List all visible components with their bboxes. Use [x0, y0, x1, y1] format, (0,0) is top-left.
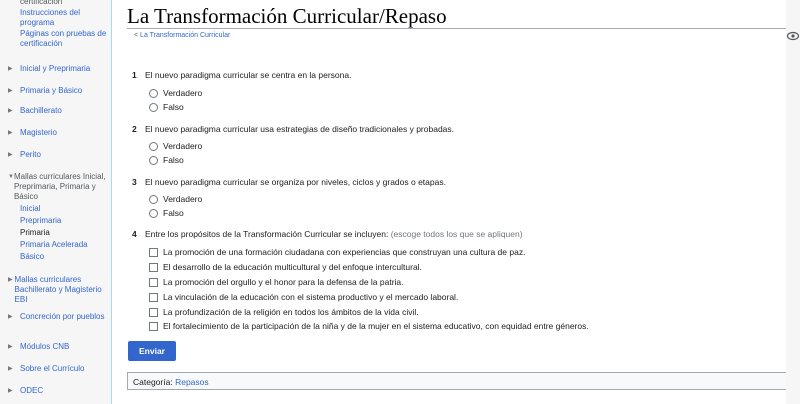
- sidebar-item-label: Mallas curriculares Inicial, Preprimaria, Primaria y Básico: [13, 172, 106, 201]
- q2-option-falso[interactable]: [149, 155, 184, 166]
- checkbox[interactable]: [149, 293, 158, 302]
- option-label: Falso: [163, 155, 184, 165]
- chevron-right-icon: ▶: [8, 88, 13, 94]
- option-label: La profundización de la religión en todos los ámbitos de la vida civil.: [163, 307, 419, 317]
- sidebar-item-perito[interactable]: [8, 150, 108, 160]
- option-label: Verdadero: [163, 88, 203, 98]
- chevron-right-icon: ▶: [8, 366, 13, 372]
- breadcrumb: [134, 32, 230, 39]
- page-title: La Transformación Curricular/Repaso: [127, 4, 447, 28]
- sidebar-item-bachillerato[interactable]: [8, 106, 108, 116]
- sidebar-subitem-primaria-acelerada[interactable]: Primaria Acelerada: [20, 240, 88, 249]
- chevron-right-icon: ▶: [8, 152, 13, 158]
- option-label: Verdadero: [163, 141, 203, 151]
- q3-option-falso[interactable]: [149, 208, 184, 219]
- q4-option-3[interactable]: [149, 277, 404, 288]
- chevron-right-icon: ▶: [8, 388, 13, 394]
- right-tool-strip: [786, 0, 800, 404]
- sidebar-subitem-preprimaria[interactable]: Preprimaria: [20, 216, 62, 225]
- chevron-right-icon: ▶: [8, 344, 13, 350]
- sidebar-item-label: Sobre el Currículo: [20, 364, 85, 373]
- chevron-right-icon: ▶: [8, 277, 13, 283]
- sidebar-item-label: Primaria y Básico: [20, 86, 83, 95]
- option-label: Falso: [163, 208, 184, 218]
- sidebar-subitem-inicial[interactable]: Inicial: [20, 204, 41, 213]
- q4-option-4[interactable]: [149, 292, 458, 303]
- q4-option-6[interactable]: [149, 321, 589, 332]
- sidebar-item-inicial-preprimaria[interactable]: [8, 64, 108, 74]
- chevron-right-icon: ▶: [8, 66, 13, 72]
- option-label: El fortalecimiento de la participación de la niña y de la mujer en el sistema educativo, con equidad entre géneros.: [163, 321, 589, 331]
- question-text: Entre los propósitos de la Transformación Curricular se incluyen:: [145, 229, 389, 239]
- chevron-down-icon: ▼: [8, 174, 14, 180]
- title-divider: [127, 28, 787, 29]
- sidebar-link-certificacion-cut[interactable]: certificación: [20, 0, 63, 6]
- q4-option-1[interactable]: [149, 247, 525, 258]
- sidebar-item-modulos-cnb[interactable]: [8, 342, 108, 352]
- sidebar-subitem-primaria[interactable]: Primaria: [20, 228, 50, 237]
- option-label: La vinculación de la educación con el sistema productivo y el mercado laboral.: [163, 292, 459, 302]
- sidebar-item-label: Mallas curriculares Bachillerato y Magisterio EBI: [14, 275, 102, 304]
- submit-button[interactable]: Enviar: [128, 341, 176, 361]
- question-2: [132, 124, 454, 135]
- checkbox[interactable]: [149, 248, 158, 257]
- question-3: [132, 177, 446, 188]
- q1-option-verdadero[interactable]: [149, 88, 202, 99]
- sidebar-item-primaria-basico[interactable]: [8, 86, 108, 96]
- question-text: El nuevo paradigma curricular usa estrategias de diseño tradicionales y probadas.: [145, 124, 455, 134]
- option-label: El desarrollo de la educación multicultural y del enfoque intercultural.: [163, 262, 422, 272]
- radio-button[interactable]: [149, 142, 158, 151]
- checkbox[interactable]: [149, 278, 158, 287]
- eye-icon[interactable]: [786, 30, 800, 42]
- q4-option-2[interactable]: [149, 262, 422, 273]
- option-label: La promoción del orgullo y el honor para la defensa de la patria.: [163, 277, 404, 287]
- checkbox[interactable]: [149, 263, 158, 272]
- sidebar-item-magisterio[interactable]: [8, 128, 108, 138]
- sidebar-item-concrecion[interactable]: [8, 312, 108, 322]
- radio-button[interactable]: [149, 209, 158, 218]
- sidebar-item-mallas-inicial[interactable]: [8, 172, 108, 202]
- question-text: El nuevo paradigma curricular se organiza por niveles, ciclos y grados o etapas.: [145, 177, 446, 187]
- main-content: [111, 0, 787, 404]
- sidebar-item-label: Concreción por pueblos: [20, 312, 105, 321]
- sidebar-item-label: ODEC: [20, 386, 44, 395]
- sidebar-item-label: Perito: [20, 150, 41, 159]
- question-number: 3: [132, 177, 137, 187]
- question-number: 1: [132, 70, 137, 80]
- sidebar-item-label: Magisterio: [20, 128, 57, 137]
- sidebar-link-paginas-pruebas[interactable]: Páginas con pruebas de certificación: [20, 29, 107, 48]
- radio-button[interactable]: [149, 103, 158, 112]
- chevron-right-icon: ▶: [8, 130, 13, 136]
- radio-button[interactable]: [149, 156, 158, 165]
- question-hint: (escoge todos los que se apliquen): [390, 229, 523, 239]
- q3-option-verdadero[interactable]: [149, 194, 202, 205]
- chevron-right-icon: ▶: [8, 314, 13, 320]
- category-label: Categoría:: [133, 377, 173, 387]
- chevron-right-icon: ▶: [8, 108, 13, 114]
- option-label: La promoción de una formación ciudadana con experiencias que construyan una cultura de paz.: [163, 247, 526, 257]
- question-number: 2: [132, 124, 137, 134]
- q2-option-verdadero[interactable]: [149, 141, 202, 152]
- sidebar-link-instrucciones[interactable]: Instrucciones del programa: [20, 8, 81, 27]
- radio-button[interactable]: [149, 195, 158, 204]
- question-1: [132, 70, 351, 81]
- sidebar-item-sobre-curriculo[interactable]: [8, 364, 108, 374]
- question-number: 4: [132, 229, 137, 239]
- sidebar-item-label: Módulos CNB: [20, 342, 70, 351]
- sidebar-item-label: Bachillerato: [20, 106, 62, 115]
- question-4: [132, 229, 523, 240]
- question-text: El nuevo paradigma curricular se centra en la persona.: [145, 70, 352, 80]
- sidebar-item-mallas-bachillerato[interactable]: [8, 275, 108, 305]
- breadcrumb-link[interactable]: La Transformación Curricular: [140, 32, 231, 39]
- q4-option-5[interactable]: [149, 307, 419, 318]
- sidebar: [0, 0, 110, 404]
- category-links: [127, 372, 799, 390]
- checkbox[interactable]: [149, 322, 158, 331]
- category-link-repasos[interactable]: Repasos: [175, 377, 209, 387]
- q1-option-falso[interactable]: [149, 102, 184, 113]
- sidebar-item-odec[interactable]: [8, 386, 108, 396]
- checkbox[interactable]: [149, 308, 158, 317]
- option-label: Falso: [163, 102, 184, 112]
- radio-button[interactable]: [149, 89, 158, 98]
- sidebar-top-links: [20, 0, 108, 50]
- sidebar-subitem-basico[interactable]: Básico: [20, 252, 45, 261]
- option-label: Verdadero: [163, 194, 203, 204]
- sidebar-item-label: Inicial y Preprimaria: [20, 64, 91, 73]
- breadcrumb-prefix: <: [134, 32, 141, 39]
